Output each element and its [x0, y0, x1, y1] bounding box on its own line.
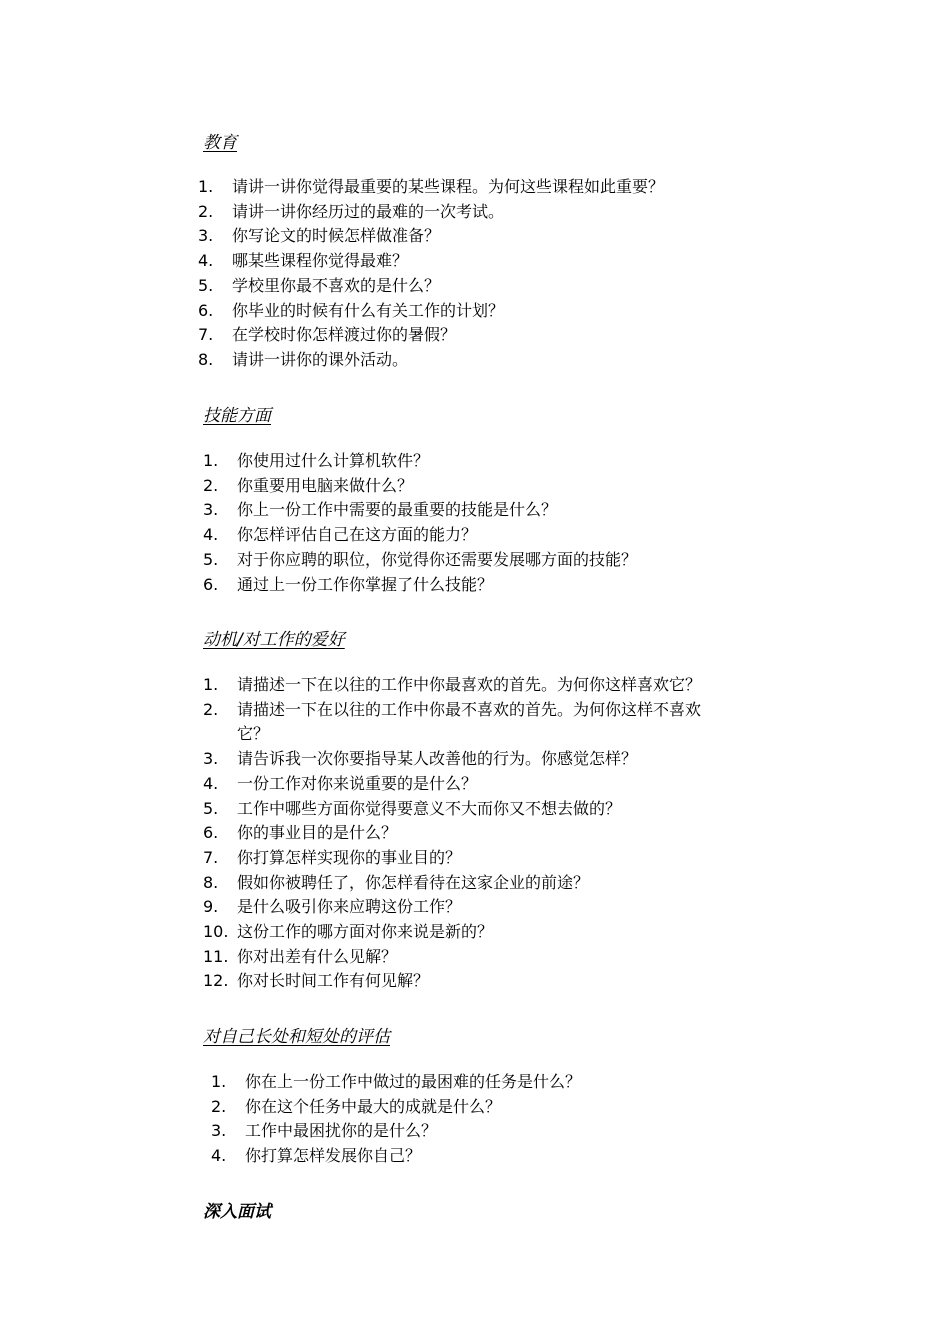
list-item: 3. 工作中最困扰你的是什么？ — [211, 1121, 438, 1141]
list-item: 2. 请描述一下在以往的工作中你最不喜欢的首先。为何你这样不喜欢 — [203, 699, 702, 719]
list-item: 7. 在学校时你怎样渡过你的暑假？ — [198, 325, 457, 345]
list-item: 5. 工作中哪些方面你觉得要意义不大而你又不想去做的？ — [203, 798, 622, 818]
list-item: 4. 你打算怎样发展你自己？ — [211, 1146, 422, 1166]
list-item: 6. 你毕业的时候有什么有关工作的计划？ — [198, 300, 505, 320]
list-item: 7. 你打算怎样实现你的事业目的？ — [203, 847, 462, 867]
list-item: 3. 请告诉我一次你要指导某人改善他的行为。你感觉怎样？ — [203, 749, 638, 769]
list-item: 11. 你对出差有什么见解？ — [203, 946, 398, 966]
list-item: 6. 你的事业目的是什么？ — [203, 823, 398, 843]
list-item: 5. 学校里你最不喜欢的是什么？ — [198, 275, 441, 295]
list-item: 6. 通过上一份工作你掌握了什么技能？ — [203, 574, 494, 594]
list-item: 5. 对于你应聘的职位，你觉得你还需要发展哪方面的技能？ — [203, 549, 638, 569]
list-item: 8. 请讲一讲你的课外活动。 — [198, 349, 409, 369]
self-assessment-question-list — [211, 1070, 582, 1169]
section-heading-in-depth-interview: 深入面试 — [203, 1202, 271, 1222]
list-item: 1. 你在上一份工作中做过的最困难的任务是什么？ — [211, 1072, 582, 1091]
section-heading-self-assessment: 对自己长处和短处的评估 — [203, 1027, 390, 1047]
list-item: 4. 一份工作对你来说重要的是什么？ — [203, 773, 478, 793]
list-item: 4. 你怎样评估自己在这方面的能力？ — [203, 525, 478, 545]
list-item: 2. 请讲一讲你经历过的最难的一次考试。 — [198, 201, 505, 221]
list-item: 8. 假如你被聘任了，你怎样看待在这家企业的前途？ — [203, 872, 590, 892]
list-item-continuation: 它？ — [237, 724, 270, 744]
list-item: 10. 这份工作的哪方面对你来说是新的？ — [203, 922, 494, 942]
section-heading-education: 教育 — [203, 133, 237, 153]
education-question-list — [198, 175, 665, 373]
list-item: 1. 请讲一讲你觉得最重要的某些课程。为何这些课程如此重要？ — [198, 177, 665, 196]
list-item: 9. 是什么吸引你来应聘这份工作？ — [203, 897, 462, 917]
list-item: 12. 你对长时间工作有何见解？ — [203, 971, 430, 991]
motivation-question-list — [203, 673, 702, 994]
skills-question-list — [203, 449, 638, 597]
list-item: 2. 你在这个任务中最大的成就是什么？ — [211, 1096, 502, 1116]
list-item: 4. 哪某些课程你觉得最难？ — [198, 251, 409, 271]
list-item: 3. 你上一份工作中需要的最重要的技能是什么？ — [203, 500, 558, 520]
section-heading-skills: 技能方面 — [203, 406, 271, 426]
list-item: 2. 你重要用电脑来做什么？ — [203, 475, 414, 495]
section-heading-motivation: 动机/对工作的爱好 — [203, 630, 345, 650]
list-item: 1. 请描述一下在以往的工作中你最喜欢的首先。为何你这样喜欢它？ — [203, 675, 702, 694]
list-item: 3. 你写论文的时候怎样做准备？ — [198, 226, 441, 246]
list-item: 1. 你使用过什么计算机软件？ — [203, 451, 430, 470]
